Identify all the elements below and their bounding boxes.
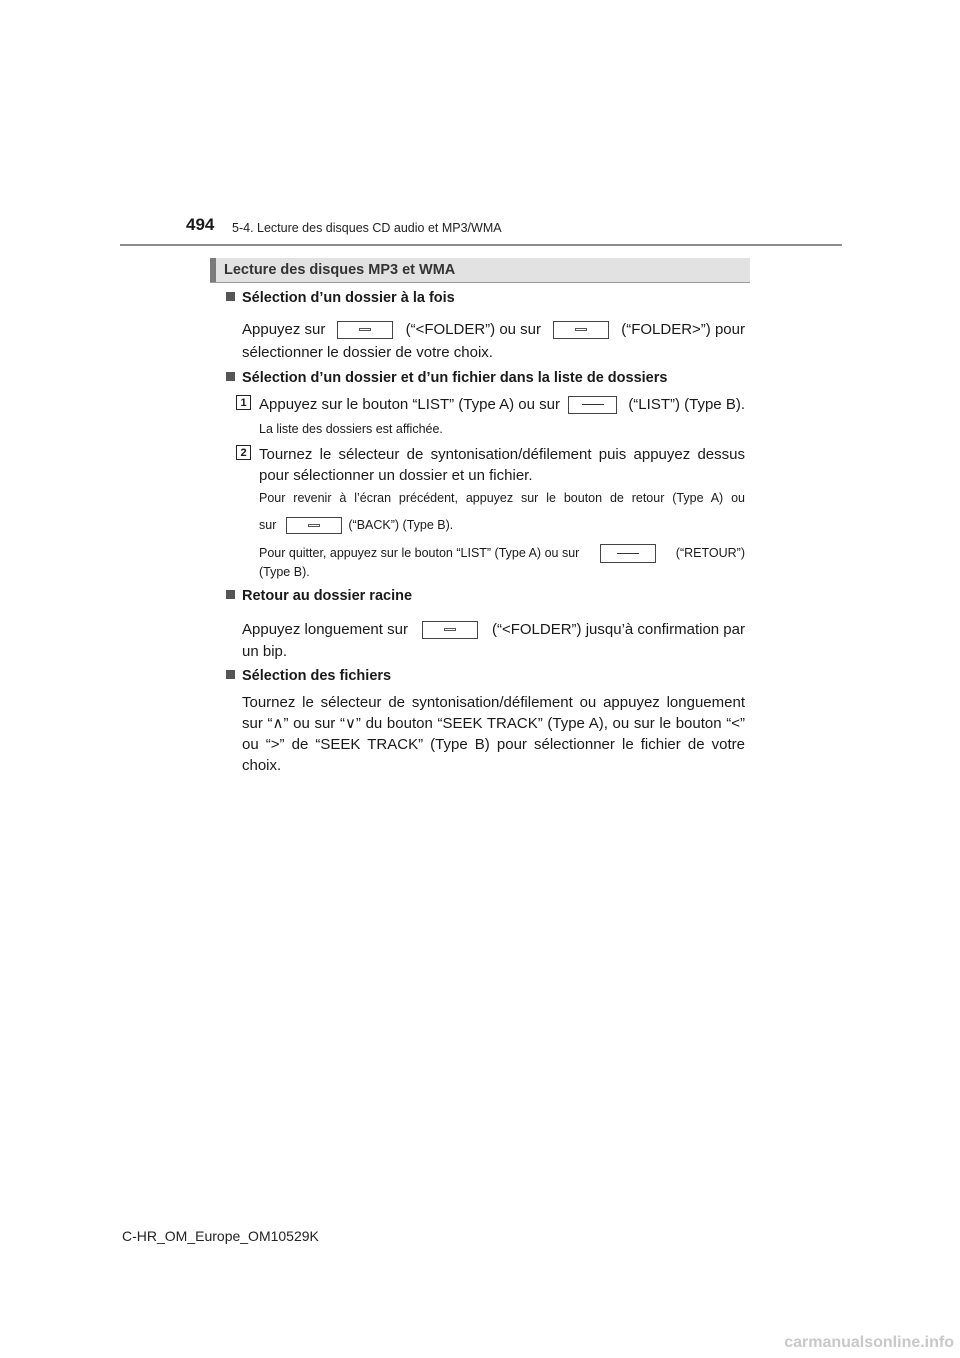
step-1-note: La liste des dossiers est affichée. — [259, 422, 443, 436]
folder-down-button-icon — [422, 621, 478, 639]
square-bullet-icon — [226, 590, 235, 599]
square-bullet-icon — [226, 372, 235, 381]
section-title: 5-4. Lecture des disques CD audio et MP3/WMA — [232, 221, 502, 235]
header-rule — [120, 244, 842, 246]
square-bullet-icon — [226, 292, 235, 301]
text-fragment: Appuyez sur le bouton “LIST” (Type A) ou sur — [259, 396, 560, 413]
text-fragment: (“LIST”) (Type B). — [628, 396, 745, 413]
heading-text: Sélection des fichiers — [242, 668, 392, 684]
text-fragment: (“BACK”) (Type B). — [348, 518, 454, 532]
folder-down-button-icon — [337, 321, 393, 339]
heading-folder-at-a-time — [226, 290, 455, 306]
text-fragment: Appuyez sur — [242, 321, 326, 338]
heading-text: Sélection d’un dossier à la fois — [242, 290, 455, 306]
text-fragment: Appuyez longuement sur — [242, 621, 408, 638]
return-button-icon — [600, 544, 656, 563]
text-fragment: (“<FOLDER”) jusqu’à confirmation par — [491, 621, 745, 638]
heading-text: Sélection d’un dossier et d’un fichier dans la liste de dossiers — [242, 370, 668, 386]
band-title: Lecture des disques MP3 et WMA — [224, 262, 456, 278]
watermark: carmanualsonline.info — [784, 1334, 954, 1351]
list-button-icon — [568, 396, 617, 414]
heading-file-select — [226, 668, 391, 684]
text-fragment: (“FOLDER>”) pour — [621, 321, 745, 338]
paragraph-line: un bip. — [242, 643, 288, 660]
paragraph-file-select: Tournez le sélecteur de syntonisation/défilement ou appuyez longuement sur “∧” ou sur “∨” du bouton “SEEK TRACK” (Type A), ou sur le bouton “<” ou “>” de “SEEK TRACK” (Type B) pour sélectionner le fichier de votre choix. — [242, 694, 745, 774]
heading-root-folder — [226, 588, 412, 604]
step-1-text — [259, 394, 745, 415]
heading-folder-list — [226, 370, 667, 386]
paragraph-root-folder — [242, 619, 745, 640]
note-quit-line-2: (Type B). — [259, 565, 310, 579]
heading-text: Retour au dossier racine — [242, 588, 413, 604]
back-button-icon — [286, 517, 342, 534]
step-number-2: 2 — [236, 445, 251, 460]
note-back-line-1: Pour revenir à l’écran précédent, appuyez sur le bouton de retour (Type A) ou — [259, 491, 745, 505]
note-quit-line — [259, 544, 745, 563]
footer-code: C-HR_OM_Europe_OM10529K — [122, 1228, 319, 1244]
text-fragment: Pour quitter, appuyez sur le bouton “LIST” (Type A) ou sur — [259, 546, 580, 560]
paragraph-folder-select — [242, 319, 745, 340]
text-fragment: sur — [259, 518, 277, 532]
paragraph-line: sélectionner le dossier de votre choix. — [242, 344, 493, 361]
text-fragment: (“<FOLDER”) ou sur — [405, 321, 542, 338]
note-back-line-2 — [259, 517, 745, 534]
folder-up-button-icon — [553, 321, 609, 339]
text-fragment: (“RETOUR”) — [675, 546, 745, 560]
page-number: 494 — [186, 215, 215, 234]
square-bullet-icon — [226, 670, 235, 679]
step-2-text: Tournez le sélecteur de syntonisation/défilement puis appuyez dessus pour sélectionner un dossier et un fichier. — [259, 446, 745, 484]
section-band-underline — [210, 282, 750, 283]
step-number-1: 1 — [236, 395, 251, 410]
